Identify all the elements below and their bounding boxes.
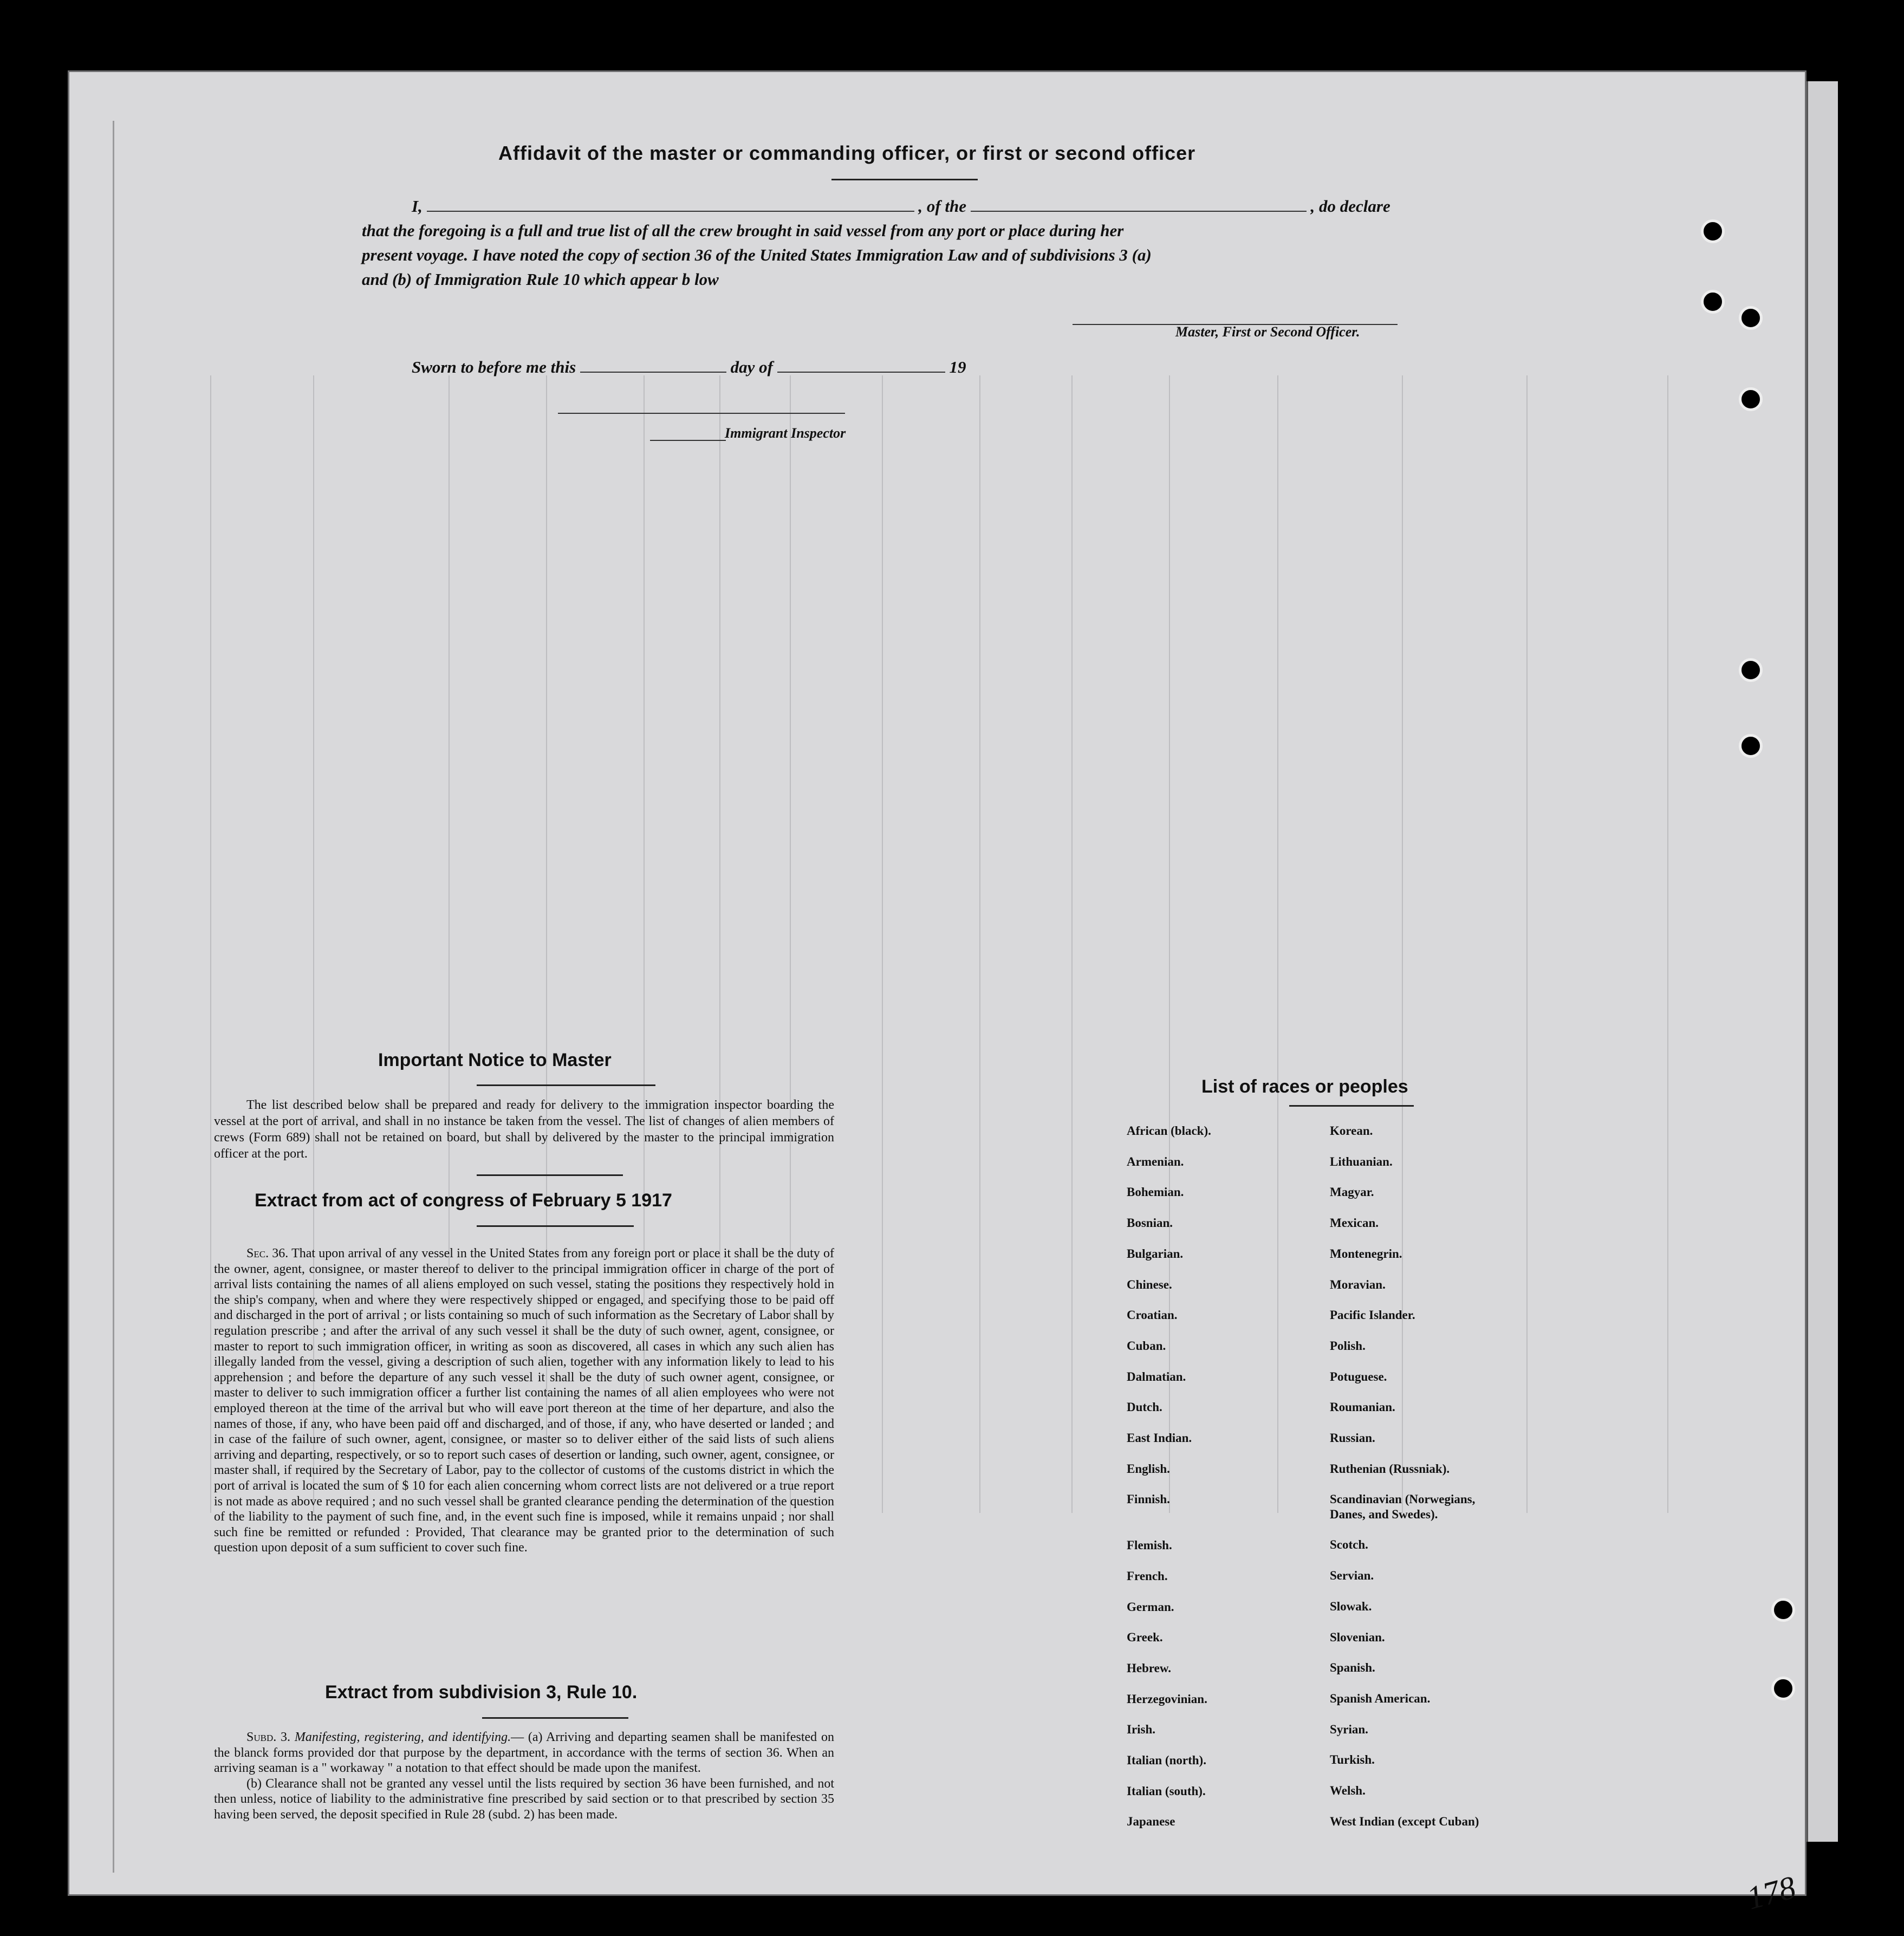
- race-item: Japanese: [1127, 1815, 1175, 1829]
- race-item: Slowak.: [1330, 1599, 1372, 1613]
- notice-body: The list described below shall be prepared and ready for delivery to the immigration inspector boarding the vessel at the port of arrival, and shall in no instance be taken from the vessel. The list of changes of alien members of crews (Form 689) shall not be retained on board, but shall by delivered by the master to the principal immigration officer at the port.: [214, 1098, 834, 1161]
- race-item: Lithuanian.: [1330, 1154, 1393, 1168]
- binding-hole: [1771, 1677, 1795, 1700]
- race-item: Greek.: [1127, 1630, 1163, 1645]
- section-36-text: Sec. 36. That upon arrival of any vessel in the United States from any foreign port or place it shall be the duty of the owner, agent, consignee, or master thereof to deliver to the principal immigration officer in charge of the port of arrival lists containing the names of all aliens employed on such vessel, stating the positions they respectively hold in the ship's company, when and where they were respectively shipped or engaged, and specifying those to be paid off and discharged in the port of arrival ; or lists containing so much of such information as the Secretary of Labor shall by regulation prescribe ; and after the arrival of any such vessel it shall be the duty of such owner, agent, consignee, or master to report to such immigration officer, in writing as soon as discovered, all cases in which any such alien has illegally landed from the vessel, giving a description of such alien, together with any information likely to lead to his apprehension ; and before the departure of any such vessel it shall be the duty of such owner agent, consignee, or master to deliver to such immigration officer a further list containing the names of all alien employees who were not employed thereon at the time of the arrival but who will eave port thereon at the time of her departure, and also the names of those, if any, who have been paid off and discharged, and of those, if any, who have deserted or landed ; and in case of the failure of such owner, agent, consignee, or master so to deliver either of the said lists of such aliens arriving and departing, respectively, or so to report such cases of desertion or landing, such owner, agent, consignee, or master shall, if required by the Secretary of Labor, pay to the collector of customs of the customs district in which the port of arrival is located the sum of $ 10 for each alien concerning whom correct lists are not delivered or a true report is not made as above required ; and no such vessel shall be granted clearance pending the determination of the question of the liability to the payment of such fine, and, in the event such fine is imposed, while it remains unpaid ; nor shall such fine be remitted or refunded : Provided, That clearance may be granted prior to the determination of such question upon deposit of a sum sufficient to cover such fine.: [214, 1246, 834, 1555]
- act-rule: [477, 1225, 634, 1227]
- races-rule: [1289, 1105, 1414, 1107]
- vessel-blank: [971, 197, 1307, 212]
- form-border: [113, 121, 1756, 1873]
- binding-hole: [1701, 290, 1725, 314]
- notice-rule: [477, 1084, 655, 1086]
- race-item: Italian (north).: [1127, 1753, 1206, 1768]
- race-item: Flemish.: [1127, 1538, 1172, 1552]
- subdivision-3-text: Subd. 3. Manifesting, registering, and identifying.— (a) Arriving and departing seamen shall be manifested on the blanck forms provided dor that purpose by the department, in accordance with the terms of section 36. When an arriving seaman is a " workaway " a notation to that effect should be made upon the manifest. (b) Clearance shall not be granted any vessel until the lists required by section 36 have been furnished, and not then unless, notice of liability to the administrative fine prescribed by said section or to that prescribed by section 35 having been served, the deposit specified in Rule 28 (subd. 2) has been made.: [214, 1730, 834, 1822]
- race-item: French.: [1127, 1569, 1168, 1583]
- handwritten-folio-number: 178: [1743, 1869, 1799, 1916]
- race-item: Scotch.: [1330, 1538, 1368, 1552]
- notice-rule-2: [477, 1174, 623, 1176]
- race-item: German.: [1127, 1600, 1174, 1614]
- manifest-page: [68, 70, 1806, 1896]
- inspector-label: Immigrant Inspector: [725, 425, 846, 441]
- binding-hole: [1771, 1598, 1795, 1622]
- race-item: Mexican.: [1330, 1216, 1379, 1230]
- race-item: Pacific Islander.: [1330, 1308, 1415, 1322]
- name-blank: [427, 197, 914, 212]
- binding-hole: [1739, 658, 1763, 682]
- race-item: Moravian.: [1330, 1277, 1386, 1291]
- race-item: Magyar.: [1330, 1185, 1374, 1199]
- races-heading: List of races or peoples: [1201, 1076, 1408, 1097]
- declaration-line-3: present voyage. I have noted the copy of section 36 of the United States Immigration Law and of subdivisions 3 (a): [362, 245, 1152, 264]
- race-item: Welsh.: [1330, 1784, 1366, 1798]
- rule-heading: Extract from subdivision 3, Rule 10.: [325, 1682, 638, 1703]
- race-item: Korean.: [1330, 1124, 1373, 1138]
- sworn-month-blank: [777, 358, 945, 373]
- binding-hole: [1739, 734, 1763, 758]
- act-heading: Extract from act of congress of February 5 1917: [255, 1190, 672, 1211]
- sworn-line: Sworn to before me this day of 19: [412, 358, 966, 376]
- race-item: Finnish.: [1127, 1492, 1170, 1506]
- race-item: Irish.: [1127, 1723, 1156, 1737]
- binding-hole: [1739, 387, 1763, 411]
- races-right-column: [1330, 1116, 1492, 1837]
- page-edge-strip: [1806, 81, 1838, 1842]
- race-item: Bosnian.: [1127, 1216, 1173, 1230]
- rule-heading-rule: [482, 1717, 628, 1719]
- race-item: Ruthenian (Russniak).: [1330, 1461, 1450, 1476]
- race-item: Polish.: [1330, 1339, 1366, 1353]
- race-item: Syrian.: [1330, 1722, 1368, 1736]
- race-item: Armenian.: [1127, 1154, 1184, 1168]
- race-item: Italian (south).: [1127, 1784, 1206, 1798]
- race-item: Bulgarian.: [1127, 1246, 1184, 1261]
- title-rule: [831, 179, 978, 180]
- inspector-short-line: [650, 440, 726, 441]
- race-item: Scandinavian (Norwegians, Danes, and Swedes).: [1330, 1492, 1476, 1522]
- race-item: Croatian.: [1127, 1308, 1178, 1322]
- race-item: Hebrew.: [1127, 1661, 1171, 1675]
- races-left-column: [1127, 1116, 1211, 1837]
- affidavit-title: Affidavit of the master or commanding officer, or first or second officer: [498, 142, 1196, 164]
- binding-hole: [1701, 219, 1725, 243]
- race-item: Turkish.: [1330, 1753, 1375, 1767]
- race-item: Potuguese.: [1330, 1369, 1387, 1383]
- race-item: African (black).: [1127, 1124, 1211, 1138]
- sworn-date-blank: [580, 358, 726, 373]
- inspector-signature-line: [558, 413, 845, 414]
- race-item: Chinese.: [1127, 1277, 1172, 1291]
- race-item: Spanish.: [1330, 1661, 1375, 1675]
- race-item: Russian.: [1330, 1431, 1375, 1445]
- race-item: Dalmatian.: [1127, 1369, 1186, 1383]
- declaration-line-2: that the foregoing is a full and true list of all the crew brought in said vessel from any port or place during her: [362, 221, 1124, 240]
- race-item: Dutch.: [1127, 1400, 1162, 1414]
- race-item: Montenegrin.: [1330, 1246, 1402, 1261]
- race-item: Servian.: [1330, 1569, 1374, 1583]
- race-item: Herzegovinian.: [1127, 1692, 1207, 1706]
- race-item: English.: [1127, 1461, 1170, 1476]
- race-item: Slovenian.: [1330, 1630, 1385, 1644]
- signature-label: Master, First or Second Officer.: [1175, 324, 1360, 340]
- race-item: Spanish American.: [1330, 1691, 1431, 1705]
- binding-hole: [1739, 306, 1763, 330]
- race-item: Roumanian.: [1330, 1400, 1395, 1414]
- notice-heading: Important Notice to Master: [378, 1050, 612, 1070]
- declaration-line-4: and (b) of Immigration Rule 10 which appear b low: [362, 270, 719, 289]
- race-item: West Indian (except Cuban): [1330, 1814, 1479, 1828]
- race-item: Bohemian.: [1127, 1185, 1184, 1199]
- declaration-line-1: I, , of the , do declare: [412, 197, 1390, 216]
- race-item: Cuban.: [1127, 1339, 1166, 1353]
- race-item: East Indian.: [1127, 1431, 1192, 1445]
